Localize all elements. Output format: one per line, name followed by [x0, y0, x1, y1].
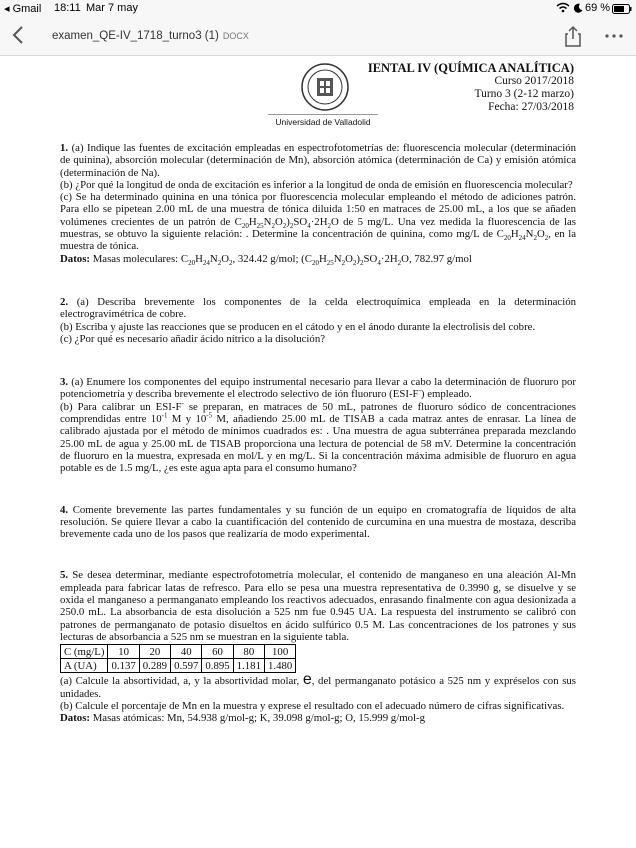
question-3a: (a) Enumere los componentes del equipo instrumental necesario para llevar a cabo la determinación de fluoruro por potenciometría y describa brevemente el electrodo selectivo de ión fluoruro (ESI-F-) empleado.	[60, 376, 576, 401]
table-cell: C (mg/L)	[61, 645, 108, 659]
table-row	[61, 645, 296, 659]
question-5	[60, 569, 576, 724]
question-1	[60, 142, 576, 265]
battery-icon	[612, 4, 632, 17]
question-2c: (c) ¿Por qué es necesario añadir ácido nítrico a la disolución?	[60, 332, 326, 345]
table-cell: 0.895	[202, 659, 233, 673]
status-time: 18:11	[54, 2, 81, 14]
exam-header	[368, 62, 574, 114]
question-4-text: Comente brevemente las partes fundamentales y su función de un equipo en cromatografía de líquidos de alta resolución. Se quiere llevar a cabo la cuantificación del contenido de curcumina en una muestra de mostaza, describa brevemente cada uno de los pasos que realizaría de modo experimental.	[60, 503, 577, 541]
exam-title: IENTAL IV (QUÍMICA ANALÍTICA)	[367, 61, 574, 75]
table-row	[61, 659, 296, 673]
question-1c: (c) Se ha determinado quinina en una tónica por fluorescencia molecular empleando el método de adiciones patrón. Para ello se pipetean 2.00 mL de una muestra de tónica diluida 1:50 en matraces de 25.00 mL, a los que se añaden volúmenes crecientes de un patrón de $C_{20}H_{25}N_2O_2)_2SO_4\cdot 2H_2O$ de 5 mg/L. Una vez medida la fluorescencia de las muestras, se obtuvo la siguiente relación: . Determine la concentración de quinina, como mg/L de $C_{20}H_{24}N_2O_2$, en la muestra de tónica.	[60, 191, 576, 253]
file-extension: DOCX	[222, 31, 249, 41]
table-cell: 0.289	[139, 659, 170, 673]
table-cell: 1.181	[233, 659, 264, 673]
more-options-button[interactable]	[602, 24, 626, 48]
battery-percent: 69 %	[585, 2, 611, 14]
question-number: 3.	[60, 376, 69, 389]
question-1-data: Datos: Masas moleculares: $C_{20}H_{24}N_2O_2$, 324.42 g/mol; $(C_{20}H_{25}N_2O_2)_2SO_4\cdot 2H_2O$, 782.97 g/mol	[60, 252, 472, 267]
table-cell: 80	[233, 645, 264, 659]
table-cell: 40	[171, 645, 202, 659]
question-3	[60, 376, 576, 474]
question-3b: (b) Para calibrar un ESI-F- se preparan, en matraces de 50 mL, patrones de fluoruro sódico de concentraciones comprendidas entre $10^{-1}$ M y $10^{-5}$ M, añadiendo 25.00 mL de TISAB a cada matraz antes de enrasar. La línea de calibrado ajustada por el método de mínimos cuadrados es: . Una muestra de agua subterránea preparada mezclando 25.00 mL de agua y 25.00 mL de TISAB proporciona una lectura de potencial de 58 mV. Determine la concentración de fluoruro en la muestra, expresada en mol/L y en mg/L. Si la concentración máxima admisible de fluoruro en agua potable es de 1.5 mg/L, ¿es este agua apta para el consumo humano?	[60, 399, 576, 475]
wifi-icon	[556, 2, 570, 16]
question-number: 1.	[60, 142, 69, 154]
status-bar	[0, 0, 636, 18]
question-number: 5.	[60, 569, 69, 582]
table-cell: 0.597	[171, 659, 202, 673]
question-1b: (b) ¿Por qué la longitud de onda de excitación es inferior a la longitud de onda de emisión en fluorescencia molecular?	[60, 178, 573, 191]
question-number: 2.	[60, 295, 69, 308]
university-name: Universidad de Valladolid	[268, 114, 378, 127]
chevron-left-icon	[8, 23, 30, 47]
more-icon	[602, 24, 626, 48]
table-cell: 0.137	[108, 659, 139, 673]
document-page[interactable]	[0, 56, 636, 848]
back-button[interactable]	[8, 23, 30, 47]
exam-questions	[60, 142, 576, 724]
question-2a: (a) Describa brevemente los componentes de la celda electroquímica empleada en la determinación electrogravimétrica de cobre.	[60, 295, 576, 321]
question-2	[60, 296, 576, 345]
question-4	[60, 504, 576, 541]
question-5a: (a) Calcule la absortividad, a, y la absortividad molar, e, del permanganato potásico a 525 nm y expréselos con sus unidades.	[60, 671, 576, 700]
share-button[interactable]	[562, 24, 584, 48]
absorbance-table	[60, 644, 296, 673]
question-5b: (b) Calcule el porcentaje de Mn en la muestra y exprese el resultado con el adecuado número de cifras significativas.	[60, 699, 565, 712]
question-5-data: Datos: Masas atómicas: Mn, 54.938 g/mol-g; K, 39.098 g/mol-g; O, 15.999 g/mol-g	[60, 712, 425, 725]
table-cell: 10	[108, 645, 139, 659]
table-cell: 20	[139, 645, 170, 659]
university-seal-icon	[300, 62, 350, 112]
status-date: Mar 7 may	[86, 2, 138, 14]
file-name: examen_QE-IV_1718_turno3 (1)	[52, 30, 219, 42]
moon-icon	[574, 3, 583, 16]
exam-date: Fecha: 27/03/2018	[488, 101, 574, 113]
back-to-app-link[interactable]: ◂ Gmail	[4, 3, 42, 15]
question-2b: (b) Escriba y ajuste las reacciones que se producen en el cátodo y en el ánodo durante la electrolisis del cobre.	[60, 320, 536, 333]
table-cell: 60	[202, 645, 233, 659]
exam-turn: Turno 3 (2-12 marzo)	[474, 88, 574, 100]
exam-course: Curso 2017/2018	[494, 75, 574, 87]
file-title	[52, 30, 249, 42]
question-5-intro: Se desea determinar, mediante espectrofotometría molecular, el contenido de manganeso en una aleación Al-Mn empleada para fabricar latas de refresco. Para ello se pesa una muestra representativa de 0.3990 g, se disuelve y se oxida el manganeso a permanganato empleando los reactivos adecuados, enrasando finalmente con agua desionizada a 250.0 mL. La absorbancia de esta disolución a 525 nm fue 0.945 UA. La respuesta del instrumento se calibró con patrones de permanganato de potasio disueltos en ácido sulfúrico 0.5 M. Las concentraciones de los patrones y sus lecturas de absorbancia a 525 nm se muestran en la siguiente tabla.	[60, 569, 576, 643]
question-number: 4.	[60, 503, 69, 516]
table-cell: A (UA)	[61, 659, 108, 673]
question-1a: (a) Indique las fuentes de excitación empleadas en espectrofotometrías de: fluorescencia molecular (determinación de quinina), absorción molecular (determinación de Mn), absorción atómica (determinación de Ca) y emisión atómica (determinación de Na).	[60, 142, 576, 179]
document-toolbar	[0, 18, 636, 56]
share-icon	[562, 24, 584, 48]
table-cell: 100	[264, 645, 295, 659]
table-cell: 1.480	[264, 659, 295, 673]
